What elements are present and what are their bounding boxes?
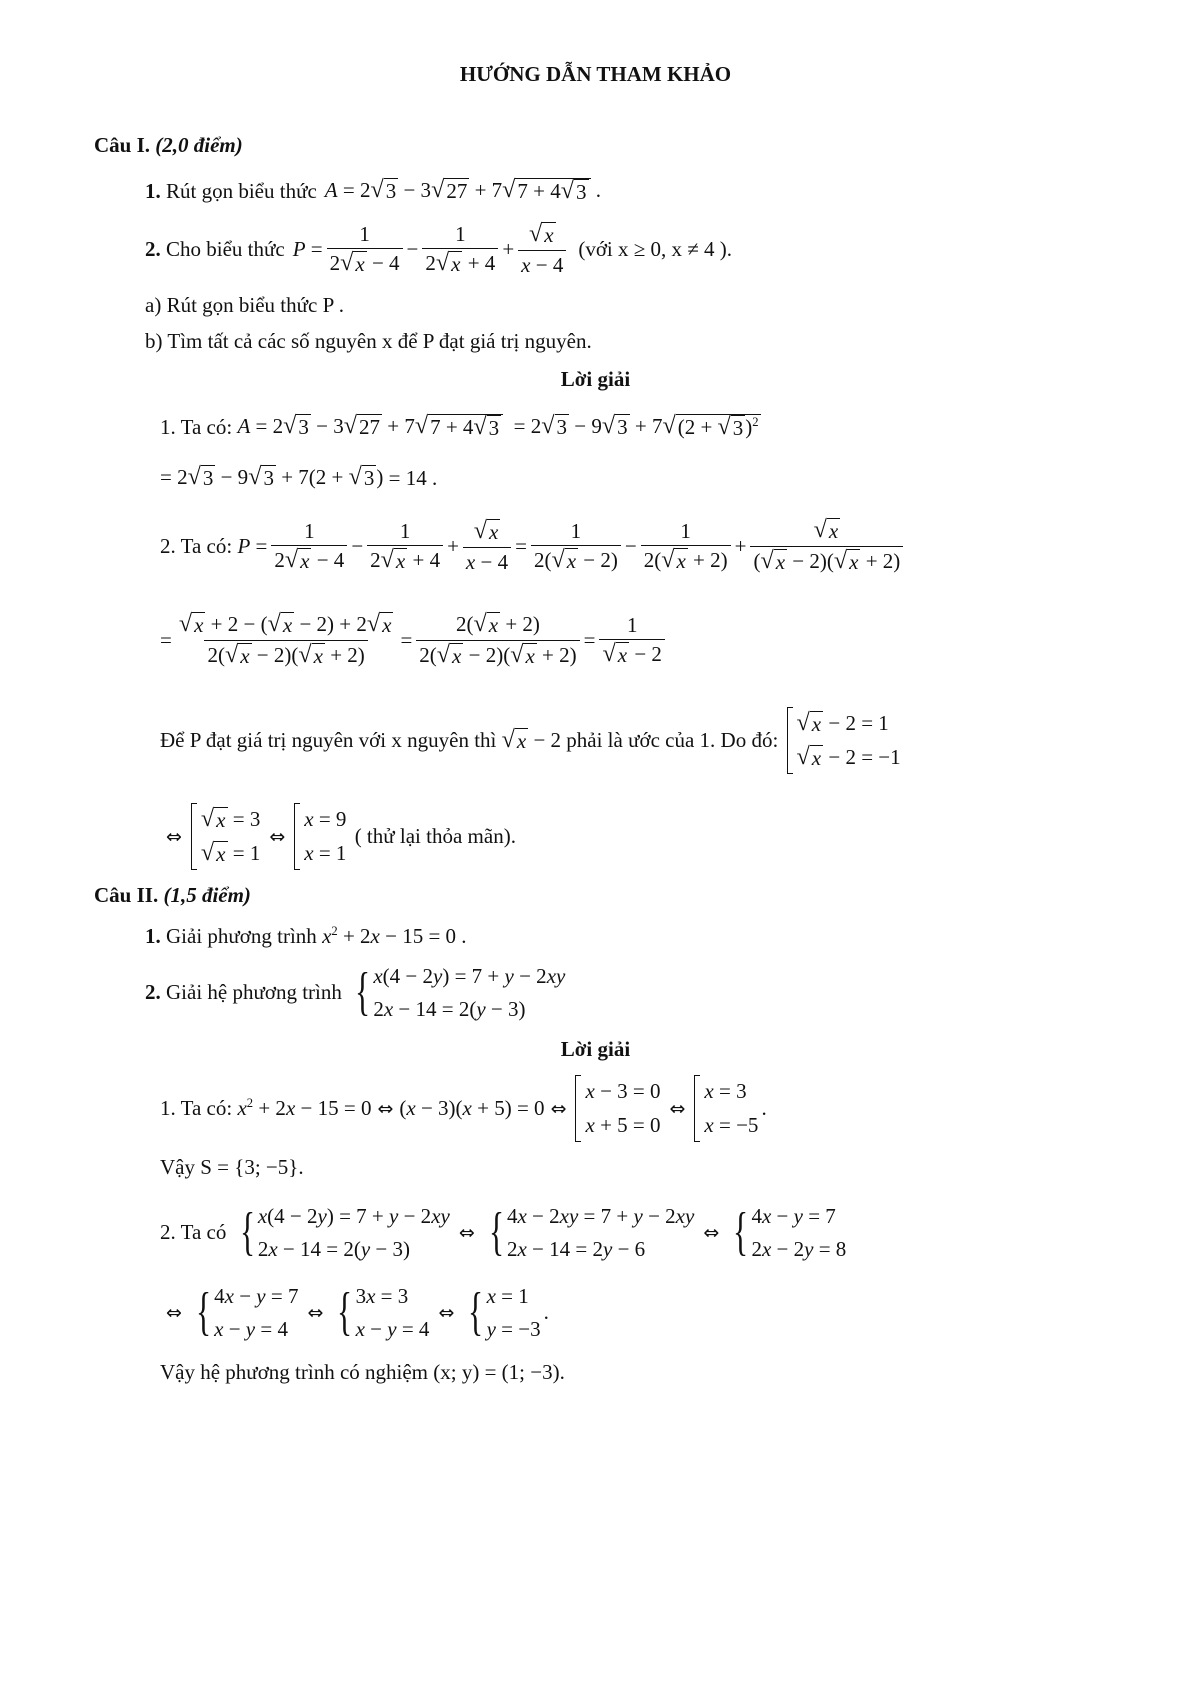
math-inline: $x^2 + 2x - 15 = 0$ (237, 1096, 372, 1121)
question-2-solution-set: Vậy S = {3; −5}. (160, 1155, 304, 1179)
solution-2-line-2 (160, 612, 669, 669)
system-brace: { 4x − 2xy = 7 + y − 2xy 2x − 14 = 2y − 6 (488, 1202, 695, 1261)
document-title: HƯỚNG DẪN THAM KHẢO (459, 62, 732, 86)
system-brace: { x(4 − 2y) = 7 + y − 2xy 2x − 14 = 2(y − 3) (355, 962, 566, 1021)
question-1-points: (2,0 điểm) (155, 133, 243, 157)
question-1-item-2 (145, 222, 732, 277)
condition-text: (với x ≥ 0, x ≠ 4 ). (578, 237, 733, 262)
system-brace: { 4x − y = 7 2x − 2y = 8 (733, 1202, 847, 1261)
solution-lead: 2. Ta có: (160, 534, 233, 559)
solution-heading-1: Lời giải (560, 367, 631, 391)
solution-equivalence: ⇔ √ x = 3 √ x = 1 ⇔ x = 9 x = 1 ( thử lại thỏa mãn). (160, 803, 516, 870)
case-bracket: x = 3 x = −5 (694, 1075, 758, 1142)
case-bracket: √ x = 3 √ x = 1 (191, 803, 260, 870)
solution-text: phải là ước của 1. Do đó: (566, 728, 779, 753)
item-number: 1. (145, 179, 161, 204)
solution-lead: 1. Ta có: (160, 415, 233, 440)
solution-lead: 2. Ta có (160, 1220, 227, 1245)
solution-integer-condition (160, 707, 904, 774)
question-2-solution-2-line-2: ⇔ { 4x − y = 7 x − y = 4 ⇔ { 3x = 3 x − y = 4 ⇔ { x = 1 y = −3 . (160, 1280, 549, 1345)
math-inline: (x − 3)(x + 5) = 0 (399, 1096, 545, 1121)
math-line: P = 1 2 √ x − 4 − 1 2 √ x + 4 + √ x x − 4 = 1 2( √ x − 2) − 1 2( √ x + 2) + √ x ( √ x − 2)( √ x + 2) (237, 518, 907, 575)
question-2-conclusion: Vậy hệ phương trình có nghiệm (x; y) = (1; −3). (160, 1360, 565, 1384)
case-bracket: x = 9 x = 1 (294, 803, 346, 870)
solution-1-line-1 (160, 414, 761, 441)
question-1-label: Câu I. (94, 133, 151, 157)
question-1-item-b: b) Tìm tất cả các số nguyên x để P đạt giá trị nguyên. (145, 329, 592, 353)
question-1-item-1 (145, 178, 601, 205)
math-line: = 2 √ 3 − 9 √ 3 + 7(2 + √ 3 ) (160, 463, 389, 490)
question-2-solution-2-line-1: 2. Ta có { x(4 − 2y) = 7 + y − 2xy 2x − 14 = 2(y − 3) ⇔ { 4x − 2xy = 7 + y − 2xy 2x − 14 = 2y − 6 ⇔ { 4x − y = 7 2x − 2y = 8 (160, 1200, 849, 1265)
question-1-header (94, 133, 243, 158)
solution-lead: 1. Ta có: (160, 1096, 233, 1121)
question-1-item-a: a) Rút gọn biểu thức P . (145, 293, 344, 317)
question-2-label: Câu II. (94, 883, 159, 907)
item-text: Cho biểu thức (166, 237, 285, 262)
question-2-item-1 (145, 924, 467, 949)
system-brace: { 4x − y = 7 x − y = 4 (195, 1282, 299, 1341)
item-number: 1. (145, 924, 161, 948)
item-text: Rút gọn biểu thức (166, 179, 317, 204)
math-result: = 14 . (388, 465, 438, 490)
case-bracket: x − 3 = 0 x + 5 = 0 (575, 1075, 660, 1142)
math-line: = √ x + 2 − ( √ x − 2) + 2 √ x 2( √ x − 2)( √ x + 2) = 2( √ x + 2) 2( √ x − 2)( √ x + 2) = 1 √ x − 2 (160, 612, 669, 669)
item-text: Giải phương trình (166, 924, 317, 948)
case-bracket: √ x − 2 = 1 √ x − 2 = −1 (787, 707, 901, 774)
system-brace: { x = 1 y = −3 (468, 1282, 541, 1341)
expression-A: A = 2 √ 3 − 3 √ 27 + 7 √ 7 + 4 √ 3 . (324, 176, 601, 204)
solution-text: ( thử lại thỏa mãn). (354, 824, 516, 849)
question-2-solution-1: 1. Ta có: $x^2 + 2x - 15 = 0$ ⇔ (x − 3)(x + 5) = 0 ⇔ x − 3 = 0 x + 5 = 0 ⇔ x = 3 x = −5 . (160, 1075, 767, 1142)
math-inline: $x^2 + 2x - 15 = 0$ . (322, 924, 467, 948)
item-number: 2. (145, 237, 161, 262)
solution-text: Để P đạt giá trị nguyên với x nguyên thì (160, 728, 497, 753)
expression-P: P = 1 2 √ x − 4 − 1 2 √ x + 4 + √ x x − 4 (293, 222, 571, 277)
question-2-item-2 (145, 960, 568, 1025)
item-text: Giải hệ phương trình (166, 980, 342, 1005)
solution-heading-2: Lời giải (560, 1037, 631, 1061)
system-brace: { 3x = 3 x − y = 4 (337, 1282, 430, 1341)
item-number: 2. (145, 980, 161, 1005)
math-inline: √ x − 2 (501, 725, 562, 753)
solution-2-line-1 (160, 518, 907, 575)
solution-1-line-2 (160, 465, 437, 491)
question-2-points: (1,5 điểm) (163, 883, 251, 907)
question-2-header (94, 883, 251, 908)
math-line: A = 2 √ 3 − 3 √ 27 + 7 √ 7 + 4 √ 3 = 2 √ 3 − 9 √ 3 + 7 √ (2 + √ 3 )$^2$ (237, 412, 759, 440)
system-brace: { x(4 − 2y) = 7 + y − 2xy 2x − 14 = 2(y − 3) (239, 1202, 450, 1261)
